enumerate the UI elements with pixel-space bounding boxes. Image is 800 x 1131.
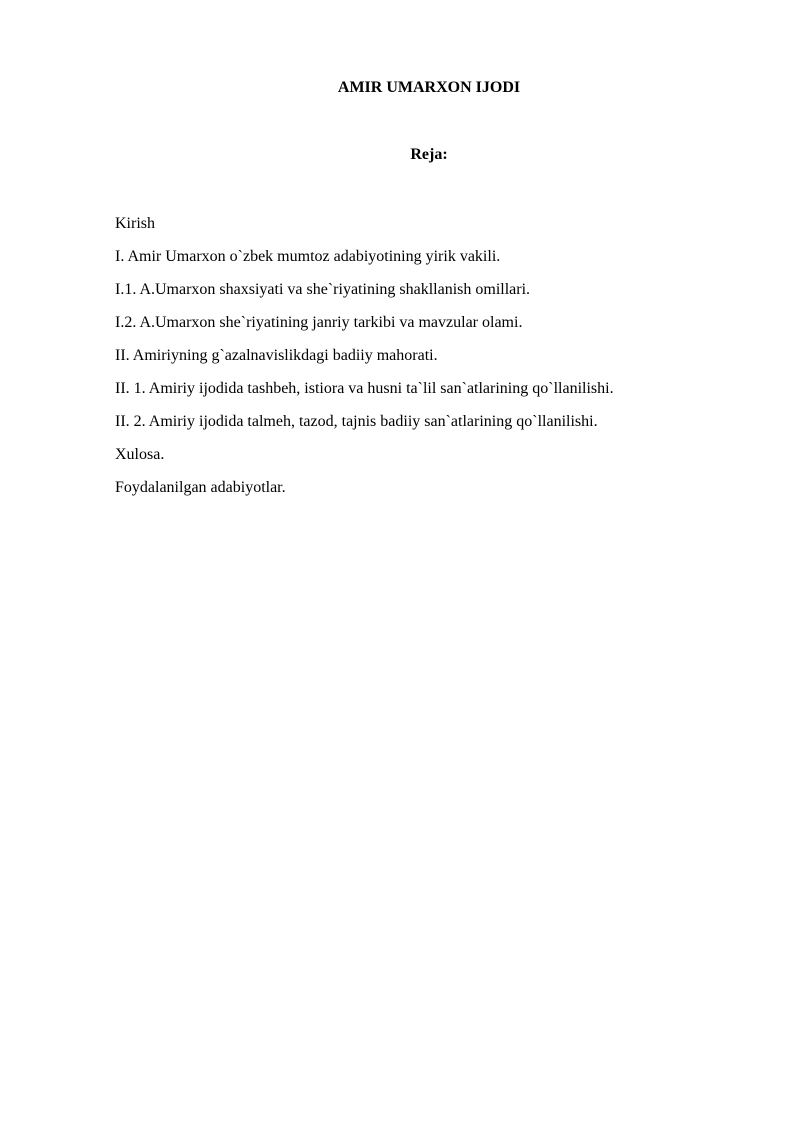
plan-item-section-1-1: I.1. A.Umarxon shaxsiyati va she`riyatining shakllanish omillari. xyxy=(115,281,531,298)
plan-list xyxy=(115,207,775,504)
plan-item-section-1-2: I.2. A.Umarxon she`riyatining janriy tarkibi va mavzular olami. xyxy=(115,314,523,331)
plan-item-section-2-2: II. 2. Amiriy ijodida talmeh, tazod, tajnis badiiy san`atlarining qo`llanilishi. xyxy=(115,413,598,430)
plan-item-chapter-1: I. Amir Umarxon o`zbek mumtoz adabiyotining yirik vakili. xyxy=(115,248,501,265)
plan-item-introduction: Kirish xyxy=(115,215,155,232)
plan-item-chapter-2: II. Amiriyning g`azalnavislikdagi badiiy mahorati. xyxy=(115,347,438,364)
plan-item-section-2-1: II. 1. Amiriy ijodida tashbeh, istiora va husni ta`lil san`atlarining qo`llanilishi. xyxy=(115,380,614,397)
document-title: AMIR UMARXON IJODI xyxy=(337,79,521,96)
plan-item-references: Foydalanilgan adabiyotlar. xyxy=(115,479,286,496)
plan-item-conclusion: Xulosa. xyxy=(115,446,165,463)
plan-heading: Reja: xyxy=(410,146,448,163)
